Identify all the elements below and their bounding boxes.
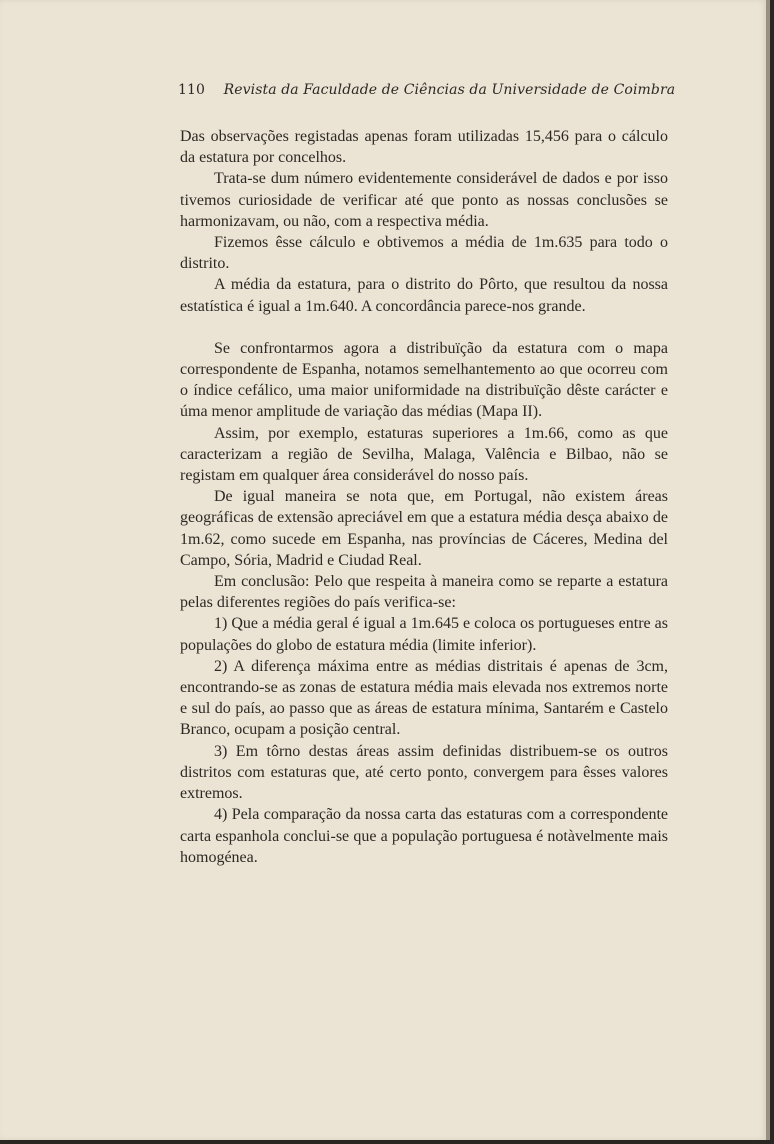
paragraph: Fizemos êsse cálculo e obtivemos a média de 1m.635 para todo o distrito. <box>180 234 668 273</box>
paragraph: A média da estatura, para o distrito do Pôrto, que resultou da nossa estatística é igual a 1m.640. A concordância parece-nos grande. <box>180 276 668 315</box>
paragraph: Das observações registadas apenas foram utilizadas 15,456 para o cálculo da estatura por concelhos. <box>180 128 668 167</box>
paragraph: 4) Pela comparação da nossa carta das estaturas com a correspondente carta espanhola conclui-se que a população portuguesa é notàvelmente mais homogénea. <box>180 806 668 866</box>
paragraph: Em conclusão: Pelo que respeita à maneira como se reparte a estatura pelas diferentes regiões do país verifica-se: <box>180 573 668 612</box>
page-number: 110 <box>178 82 206 98</box>
paragraph: Trata-se dum número evidentemente considerável de dados e por isso tivemos curiosidade de verificar até que ponto as nossas conclusões se harmonizavam, ou não, com a respectiva média. <box>180 170 668 230</box>
paragraph: Se confrontarmos agora a distribuïção da estatura com o mapa correspondente de Espanha, notamos semelhantemento ao que ocorreu com o índice cefálico, uma maior uniformidade na distribuïção dêste carácter e úma menor amplitude de variação das médias (Mapa II). <box>180 339 668 421</box>
paragraph: Assim, por exemplo, estaturas superiores a 1m.66, como as que caracterizam a região de Sevilha, Malaga, Valência e Bilbao, não se registam em qualquer área considerável do nosso país. <box>180 424 668 485</box>
paragraph: 2) A diferença máxima entre as médias distritais é apenas de 3cm, encontrando-se as zonas de estatura média mais elevada nos extremos norte e sul do país, ao passo que as áreas de estatura mínima, Santarém e Castelo Branco, ocupam a posição central. <box>180 657 668 739</box>
paragraph: 1) Que a média geral é igual a 1m.645 e coloca os portugueses entre as populações do globo de estatura média (limite inferior). <box>180 615 668 654</box>
paragraph: De igual maneira se nota que, em Portugal, não existem áreas geográficas de extensão apreciável em que a estatura média desça abaixo de 1m.62, como sucede em Espanha, nas províncias de Cáceres, Medina del Campo, Sória, Madrid e Ciudad Real. <box>180 488 668 569</box>
paragraph: 3) Em tôrno destas áreas assim definidas distribuem-se os outros distritos com estaturas que, até certo ponto, convergem para êsses valores extremos. <box>180 742 668 803</box>
running-title: Revista da Faculdade de Ciências da Universidade de Coimbra <box>223 82 676 98</box>
running-header <box>178 82 675 98</box>
body-text <box>180 126 668 868</box>
